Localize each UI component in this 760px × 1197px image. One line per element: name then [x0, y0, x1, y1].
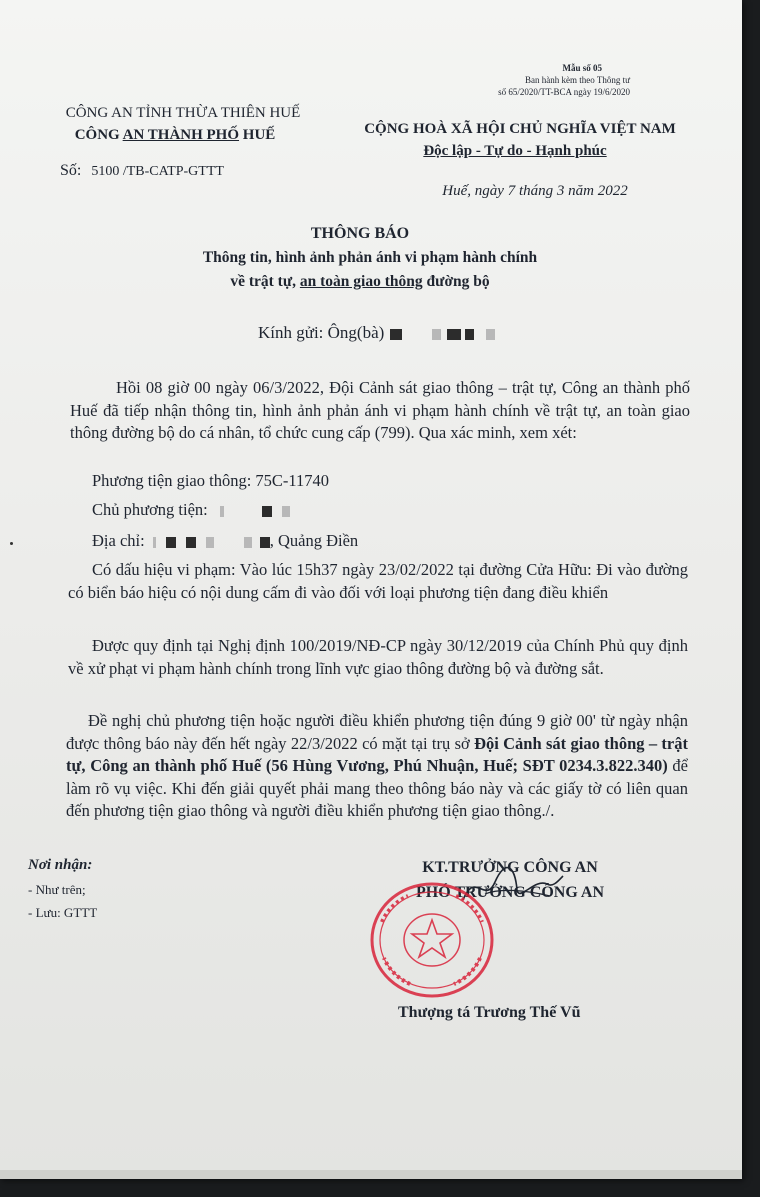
issuing-agency — [40, 127, 310, 144]
redacted-owner — [220, 506, 224, 517]
address-label: Địa chỉ: — [92, 531, 145, 550]
document-number — [60, 162, 224, 180]
document-number-label: Số: — [60, 162, 82, 179]
document-subtitle-line-1: Thông tin, hình ảnh phản ánh vi phạm hành chính — [202, 249, 538, 266]
address-line — [92, 530, 358, 553]
request-text-1: Đề nghị chủ phương tiện hoặc người điều khiển phương tiện đúng 9 giờ 00' từ ngày nhận được thông báo này đến hết ngày 22/3/2022 có mặt tại trụ sở — [66, 711, 688, 753]
redacted-address — [244, 537, 252, 548]
national-motto: Độc lập - Tự do - Hạnh phúc — [423, 143, 607, 159]
official-seal-stamp — [368, 880, 496, 1000]
subtitle-part-2: an toàn giao thông — [299, 273, 423, 290]
agency-name-part-2: AN THÀNH PHỐ — [122, 127, 240, 143]
subtitle-part-1: về trật tự, — [230, 273, 300, 290]
redacted-address — [166, 537, 176, 548]
redacted-address — [186, 537, 196, 548]
redacted-name — [486, 329, 495, 340]
request-text-2: để làm rõ vụ việc. Khi đến giải quyết phải mang theo thông báo này và các giấy tờ có liên quan đến phương tiện giao thông và người điều khiển phương tiện giao thông./. — [66, 756, 689, 820]
document-number-value: 5100 /TB-CATP-GTTT — [91, 164, 224, 179]
redacted-address — [206, 537, 214, 548]
paragraph-request — [66, 710, 688, 823]
place-and-date: Huế, ngày 7 tháng 3 năm 2022 — [442, 183, 628, 199]
agency-name-part-1: CÔNG — [74, 127, 123, 143]
subtitle-part-3: đường bộ — [422, 273, 490, 290]
vehicle-line: Phương tiện giao thông: 75C-11740 — [92, 471, 330, 490]
recipient-item: - Như trên; — [28, 882, 86, 897]
paragraph-regulation: Được quy định tại Nghị định 100/2019/NĐ-CP ngày 30/12/2019 của Chính Phủ quy định về xử phạt vi phạm hành chính trong lĩnh vực giao thông đường bộ và đường sắt. — [68, 636, 688, 678]
recipients-label: Nơi nhận: — [28, 857, 93, 873]
redacted-name — [465, 329, 474, 340]
redacted-address — [260, 537, 270, 548]
form-number-block — [440, 62, 630, 98]
document-subtitle-line-2 — [140, 273, 580, 291]
signer-title-1: KT.TRƯỞNG CÔNG AN — [422, 859, 598, 876]
page-bottom-edge — [0, 1170, 742, 1179]
form-note-line-1: Ban hành kèm theo Thông tư — [525, 75, 630, 85]
agency-name-part-3: HUẾ — [239, 127, 276, 143]
owner-label: Chủ phương tiện: — [92, 500, 208, 519]
redacted-name — [390, 329, 402, 340]
paragraph-violation: Có dấu hiệu vi phạm: Vào lúc 15h37 ngày 23/02/2022 tại đường Cửa Hữu: Đi vào đường có biển báo hiệu có nội dung cấm đi vào đối với loại phương tiện đang điều khiển — [68, 560, 688, 602]
owner-line — [92, 499, 290, 522]
form-number: Mẫu số 05 — [562, 63, 602, 73]
redacted-owner — [282, 506, 290, 517]
salutation-text: Kính gửi: Ông(bà) — [258, 323, 385, 342]
redacted-name — [447, 329, 461, 340]
salutation — [258, 323, 495, 343]
recipient-item: - Lưu: GTTT — [28, 905, 98, 920]
signer-title-2: PHÓ TRƯỞNG CÔNG AN — [415, 884, 604, 901]
address-district: , Quảng Điền — [269, 531, 359, 550]
document-title: THÔNG BÁO — [310, 225, 410, 242]
paragraph-intro: Hồi 08 giờ 00 ngày 06/3/2022, Đội Cảnh sát giao thông – trật tự, Công an thành phố Huế đã tiếp nhận thông tin, hình ảnh phản ánh vi phạm hành chính về trật tự, an toàn giao thông đường bộ do cá nhân, tổ chức cung cấp (799). Qua xác minh, xem xét: — [70, 378, 690, 442]
parent-agency: CÔNG AN TỈNH THỪA THIÊN HUẾ — [65, 105, 301, 121]
redacted-address — [153, 537, 156, 548]
redacted-owner — [262, 506, 272, 517]
signer-name: Thượng tá Trương Thế Vũ — [398, 1004, 581, 1021]
form-note-line-2: số 65/2020/TT-BCA ngày 19/6/2020 — [498, 87, 630, 97]
nation-name: CỘNG HOÀ XÃ HỘI CHỦ NGHĨA VIỆT NAM — [364, 121, 676, 137]
margin-dot — [10, 542, 13, 545]
redacted-name — [432, 329, 441, 340]
request-office-address: Đội Cảnh sát giao thông – trật tự, Công an thành phố Huế (56 Hùng Vương, Phú Nhuận, Huế; SĐT 0234.3.822.340) — [66, 733, 688, 775]
